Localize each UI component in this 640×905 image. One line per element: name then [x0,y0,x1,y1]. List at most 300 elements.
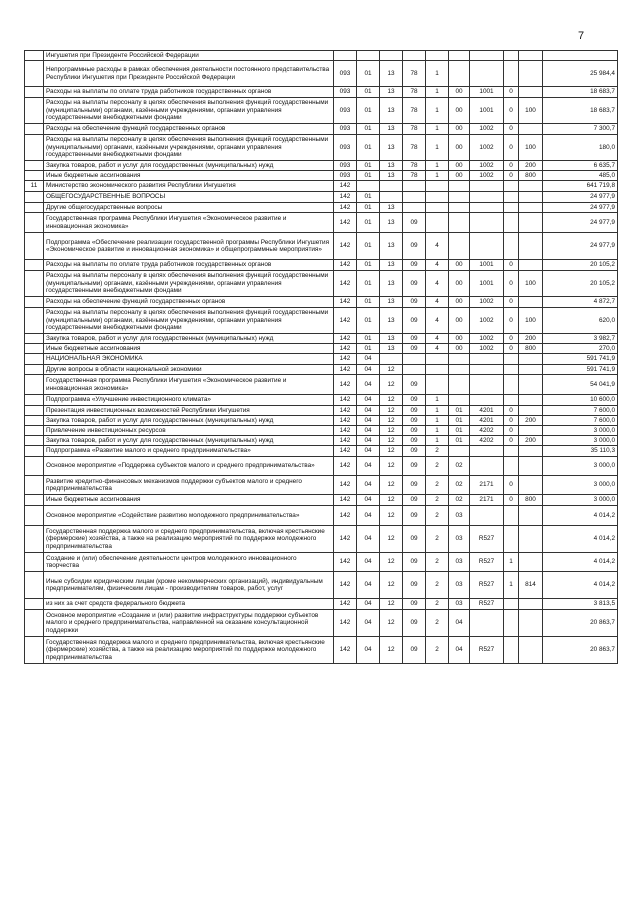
row-code-cell: 142 [334,506,357,526]
row-code-cell [504,637,519,664]
row-code-cell: 142 [334,495,357,506]
row-code-cell: 09 [403,344,426,354]
row-code-cell [504,526,519,553]
row-name-cell: Государственная поддержка малого и среднего предпринимательства, включая крестьянские (фермерские) хозяйства, а также на реализацию мероприятий по поддержке молодежного предпринимательства [44,637,334,664]
row-sum-cell: 25 984,4 [543,61,618,87]
row-code-cell: 04 [357,365,380,375]
row-code-cell [449,203,470,213]
row-code-cell: 13 [380,334,403,344]
row-code-cell: 1 [426,87,449,98]
row-code-cell [504,203,519,213]
row-code-cell: 093 [334,61,357,87]
row-number-cell [25,87,44,98]
row-code-cell: 09 [403,406,426,416]
row-code-cell: 02 [449,476,470,495]
row-code-cell [449,395,470,406]
row-code-cell [380,192,403,203]
row-name-cell: Государственная поддержка малого и среднего предпринимательства, включая крестьянские (фермерские) хозяйства, а также на реализацию мероприятий по поддержке молодежного предпринимательства [44,526,334,553]
row-name-cell: Развитие кредитно-финансовых механизмов поддержки субъектов малого и среднего предпринимательства [44,476,334,495]
row-name-cell: Основное мероприятие «Поддержка субъектов малого и среднего предпринимательства» [44,457,334,476]
row-name-cell: Государственная программа Республики Ингушетия «Экономическое развитие и инновационная экономика» [44,213,334,233]
row-code-cell [504,181,519,192]
row-code-cell: 01 [449,406,470,416]
row-code-cell: 0 [504,426,519,436]
row-code-cell: 01 [357,135,380,161]
row-code-cell: 01 [357,308,380,334]
row-code-cell [504,51,519,61]
row-code-cell [426,213,449,233]
row-code-cell [504,506,519,526]
row-code-cell: 00 [449,297,470,308]
table-row [25,637,618,664]
row-code-cell: 200 [519,334,543,344]
row-code-cell: 0 [504,476,519,495]
row-code-cell: 142 [334,365,357,375]
row-code-cell [426,203,449,213]
row-code-cell [380,354,403,365]
row-code-cell: 78 [403,61,426,87]
row-number-cell [25,553,44,572]
row-code-cell [470,610,504,637]
row-code-cell: 04 [357,375,380,395]
row-code-cell: 09 [403,271,426,297]
row-code-cell: 100 [519,271,543,297]
row-code-cell: 800 [519,171,543,181]
row-name-cell: Непрограммные расходы в рамках обеспечения деятельности постоянного представительства Республики Ингушетия при Президенте Российской Федерации [44,61,334,87]
row-sum-cell: 7 300,7 [543,124,618,135]
row-number-cell [25,506,44,526]
row-code-cell: 4201 [470,406,504,416]
row-code-cell: 142 [334,375,357,395]
row-code-cell: 1002 [470,161,504,171]
row-code-cell: 2 [426,599,449,610]
row-code-cell: 01 [357,260,380,271]
row-name-cell: Закупка товаров, работ и услуг для государственных (муниципальных) нужд [44,334,334,344]
row-code-cell: 1 [426,124,449,135]
row-sum-cell: 35 110,3 [543,446,618,457]
row-sum-cell: 7 600,0 [543,406,618,416]
row-code-cell [449,213,470,233]
row-sum-cell: 3 000,0 [543,436,618,446]
row-code-cell: 13 [380,135,403,161]
row-code-cell [449,354,470,365]
row-sum-cell: 4 872,7 [543,297,618,308]
row-code-cell: 13 [380,98,403,124]
row-code-cell: 0 [504,271,519,297]
row-code-cell: 4 [426,260,449,271]
row-sum-cell: 591 741,9 [543,365,618,375]
row-code-cell: 2 [426,506,449,526]
row-code-cell: 00 [449,98,470,124]
row-sum-cell: 591 741,9 [543,354,618,365]
row-code-cell: 09 [403,637,426,664]
table-row [25,87,618,98]
row-name-cell: Иные бюджетные ассигнования [44,495,334,506]
row-code-cell [519,297,543,308]
row-code-cell: 142 [334,426,357,436]
row-code-cell: 0 [504,406,519,416]
row-code-cell [380,181,403,192]
row-number-cell [25,161,44,171]
row-code-cell: 0 [504,171,519,181]
row-sum-cell: 620,0 [543,308,618,334]
row-code-cell: 04 [357,526,380,553]
row-code-cell [470,395,504,406]
row-code-cell: 0 [504,308,519,334]
row-code-cell: 78 [403,98,426,124]
row-code-cell: 12 [380,457,403,476]
row-name-cell: Закупка товаров, работ и услуг для государственных (муниципальных) нужд [44,416,334,426]
row-name-cell: Иные бюджетные ассигнования [44,344,334,354]
row-code-cell: 142 [334,436,357,446]
table-row [25,526,618,553]
row-code-cell: 1002 [470,308,504,334]
row-code-cell: 04 [357,506,380,526]
row-code-cell [426,375,449,395]
row-code-cell: 093 [334,171,357,181]
row-code-cell [519,51,543,61]
row-code-cell [504,213,519,233]
row-code-cell: 12 [380,526,403,553]
row-name-cell: Министерство экономического развития Республики Ингушетия [44,181,334,192]
row-code-cell: 09 [403,308,426,334]
row-sum-cell: 4 014,2 [543,506,618,526]
row-number-cell [25,406,44,416]
row-code-cell: 2171 [470,495,504,506]
row-code-cell [470,51,504,61]
row-code-cell: 142 [334,395,357,406]
row-code-cell [504,395,519,406]
row-code-cell: R527 [470,599,504,610]
row-code-cell: 13 [380,161,403,171]
row-code-cell [357,51,380,61]
row-code-cell: 01 [357,124,380,135]
row-code-cell: 142 [334,260,357,271]
row-code-cell: 01 [357,171,380,181]
row-code-cell: 100 [519,308,543,334]
row-code-cell: 2 [426,457,449,476]
row-code-cell: R527 [470,637,504,664]
row-code-cell: 12 [380,416,403,426]
row-code-cell: 01 [357,87,380,98]
table-row [25,436,618,446]
row-sum-cell: 3 000,0 [543,495,618,506]
row-sum-cell: 6 635,7 [543,161,618,171]
row-code-cell [449,181,470,192]
row-code-cell: 13 [380,124,403,135]
table-row [25,135,618,161]
row-name-cell: ОБЩЕГОСУДАРСТВЕННЫЕ ВОПРОСЫ [44,192,334,203]
row-sum-cell: 18 683,7 [543,98,618,124]
page-number: 7 [578,30,585,42]
row-code-cell [403,192,426,203]
row-code-cell: 04 [357,436,380,446]
row-code-cell [403,354,426,365]
row-code-cell [504,354,519,365]
row-sum-cell: 24 977,9 [543,233,618,260]
row-code-cell [504,192,519,203]
row-name-cell: Расходы на выплаты персоналу в целях обеспечения выполнения функций государственными (муниципальными) органами, казёнными учреждениями, органами управления государственными внебюджетными фондами [44,308,334,334]
row-code-cell: 800 [519,344,543,354]
row-code-cell: 0 [504,135,519,161]
row-name-cell: Подпрограмма «Развитие малого и среднего предпринимательства» [44,446,334,457]
table-row [25,610,618,637]
row-number-cell [25,260,44,271]
table-row [25,416,618,426]
row-number-cell [25,124,44,135]
row-code-cell: 13 [380,271,403,297]
row-code-cell: 142 [334,297,357,308]
row-code-cell [519,354,543,365]
row-code-cell: 1 [504,553,519,572]
row-code-cell: 142 [334,610,357,637]
row-code-cell: 04 [357,553,380,572]
row-code-cell: 04 [357,457,380,476]
row-number-cell [25,308,44,334]
row-sum-cell [543,51,618,61]
row-code-cell [519,61,543,87]
row-code-cell: 13 [380,213,403,233]
row-code-cell: 142 [334,406,357,416]
row-code-cell: 02 [449,495,470,506]
row-code-cell: 04 [357,599,380,610]
row-code-cell: 01 [357,213,380,233]
row-code-cell: 142 [334,203,357,213]
table-row [25,233,618,260]
row-code-cell: 01 [449,426,470,436]
row-name-cell: НАЦИОНАЛЬНАЯ ЭКОНОМИКА [44,354,334,365]
row-name-cell: Закупка товаров, работ и услуг для государственных (муниципальных) нужд [44,161,334,171]
row-code-cell: 09 [403,436,426,446]
row-sum-cell: 24 977,9 [543,213,618,233]
row-code-cell: 2 [426,476,449,495]
table-row [25,495,618,506]
row-code-cell [519,637,543,664]
row-number-cell [25,271,44,297]
row-code-cell: 142 [334,233,357,260]
row-code-cell: 1001 [470,271,504,297]
row-code-cell: 2 [426,637,449,664]
row-code-cell: 142 [334,213,357,233]
row-code-cell: 0 [504,344,519,354]
table-row [25,599,618,610]
row-name-cell: Расходы на выплаты по оплате труда работников государственных органов [44,260,334,271]
row-code-cell: 093 [334,124,357,135]
row-code-cell: 1001 [470,260,504,271]
row-code-cell: 142 [334,271,357,297]
row-code-cell: 2 [426,526,449,553]
row-number-cell [25,98,44,124]
row-number-cell [25,436,44,446]
row-code-cell: 4 [426,334,449,344]
row-code-cell: 00 [449,135,470,161]
row-code-cell [470,181,504,192]
row-code-cell: 4 [426,297,449,308]
row-code-cell: 09 [403,426,426,436]
row-code-cell: 142 [334,192,357,203]
row-code-cell: 03 [449,553,470,572]
row-code-cell: 01 [357,297,380,308]
table-row [25,308,618,334]
row-code-cell: 13 [380,260,403,271]
row-code-cell [403,181,426,192]
row-code-cell [519,192,543,203]
row-code-cell [426,192,449,203]
row-name-cell: из них за счет средств федерального бюджета [44,599,334,610]
row-code-cell [470,446,504,457]
row-sum-cell: 7 600,0 [543,416,618,426]
row-code-cell: 00 [449,334,470,344]
row-code-cell [426,181,449,192]
row-code-cell [519,233,543,260]
row-code-cell: 12 [380,375,403,395]
row-code-cell: 800 [519,495,543,506]
row-code-cell: 01 [449,416,470,426]
row-code-cell: 02 [449,457,470,476]
row-number-cell [25,344,44,354]
row-code-cell: 04 [357,416,380,426]
row-number-cell [25,192,44,203]
row-code-cell [449,375,470,395]
row-code-cell [449,365,470,375]
row-code-cell: 04 [357,495,380,506]
row-code-cell: 12 [380,436,403,446]
row-code-cell: 01 [449,436,470,446]
row-code-cell [426,365,449,375]
row-code-cell: 78 [403,161,426,171]
row-code-cell: 13 [380,87,403,98]
row-sum-cell: 54 041,9 [543,375,618,395]
row-number-cell [25,354,44,365]
table-row [25,271,618,297]
row-code-cell [449,192,470,203]
row-number-cell [25,476,44,495]
row-code-cell: 12 [380,476,403,495]
row-code-cell [504,61,519,87]
row-code-cell: 09 [403,297,426,308]
row-name-cell: Другие вопросы в области национальной экономики [44,365,334,375]
row-code-cell: 13 [380,171,403,181]
row-sum-cell: 20 105,2 [543,260,618,271]
row-code-cell: 01 [357,192,380,203]
table-row [25,354,618,365]
row-code-cell: 01 [357,61,380,87]
row-code-cell: 12 [380,572,403,599]
row-code-cell: 1002 [470,124,504,135]
row-code-cell: 04 [357,426,380,436]
row-code-cell: 01 [357,344,380,354]
row-code-cell: 00 [449,87,470,98]
row-code-cell [357,181,380,192]
row-code-cell: 1 [504,572,519,599]
row-name-cell: Основное мероприятие «Создание и (или) развитие инфраструктуры поддержки субъектов малого и среднего предпринимательства, направленной на оказание консультационной поддержки [44,610,334,637]
row-code-cell: 1 [426,416,449,426]
row-sum-cell: 3 813,5 [543,599,618,610]
row-number-cell [25,637,44,664]
row-code-cell: 142 [334,308,357,334]
row-code-cell: 100 [519,98,543,124]
table-row [25,406,618,416]
row-number-cell [25,203,44,213]
row-code-cell: 00 [449,271,470,297]
row-code-cell: 142 [334,526,357,553]
row-code-cell: 200 [519,436,543,446]
row-code-cell: 093 [334,161,357,171]
row-number-cell [25,526,44,553]
row-code-cell: 142 [334,572,357,599]
row-sum-cell: 180,0 [543,135,618,161]
row-code-cell: 00 [449,344,470,354]
row-code-cell [334,51,357,61]
row-code-cell: 09 [403,416,426,426]
row-code-cell: 09 [403,260,426,271]
row-code-cell: 12 [380,599,403,610]
row-code-cell: 1 [426,426,449,436]
row-code-cell: 200 [519,161,543,171]
table-row [25,213,618,233]
row-code-cell: 04 [357,446,380,457]
row-number-cell [25,375,44,395]
row-sum-cell: 20 863,7 [543,610,618,637]
row-sum-cell: 485,0 [543,171,618,181]
row-code-cell: 78 [403,87,426,98]
row-code-cell: 2 [426,495,449,506]
row-code-cell [519,599,543,610]
row-sum-cell: 4 014,2 [543,572,618,599]
row-code-cell [380,51,403,61]
row-code-cell: 09 [403,599,426,610]
row-name-cell: Привлечение инвестиционных ресурсов [44,426,334,436]
row-code-cell: 78 [403,171,426,181]
row-code-cell: 12 [380,365,403,375]
row-code-cell: R527 [470,526,504,553]
row-code-cell: 03 [449,572,470,599]
row-code-cell: 093 [334,98,357,124]
table-row [25,124,618,135]
row-code-cell: 4202 [470,436,504,446]
row-code-cell: 142 [334,334,357,344]
row-number-cell [25,599,44,610]
row-code-cell: 09 [403,610,426,637]
row-code-cell: 142 [334,553,357,572]
row-code-cell: 04 [449,637,470,664]
row-code-cell [519,426,543,436]
table-row [25,181,618,192]
row-code-cell: 13 [380,308,403,334]
row-sum-cell: 270,0 [543,344,618,354]
row-code-cell: 01 [357,334,380,344]
table-row [25,395,618,406]
row-code-cell: R527 [470,572,504,599]
row-code-cell [403,51,426,61]
row-code-cell: 1 [426,98,449,124]
row-code-cell: 09 [403,572,426,599]
row-sum-cell: 10 600,0 [543,395,618,406]
row-code-cell [519,365,543,375]
table-row [25,476,618,495]
row-code-cell [470,203,504,213]
row-code-cell [519,457,543,476]
row-number-cell [25,171,44,181]
row-number-cell [25,457,44,476]
row-code-cell: 04 [357,476,380,495]
row-code-cell: 04 [357,610,380,637]
row-name-cell: Расходы на выплаты персоналу в целях обеспечения выполнения функций государственными (муниципальными) органами, казёнными учреждениями, органами управления государственными внебюджетными фондами [44,271,334,297]
row-code-cell [504,375,519,395]
row-code-cell [449,233,470,260]
row-code-cell: 142 [334,457,357,476]
row-code-cell [470,233,504,260]
